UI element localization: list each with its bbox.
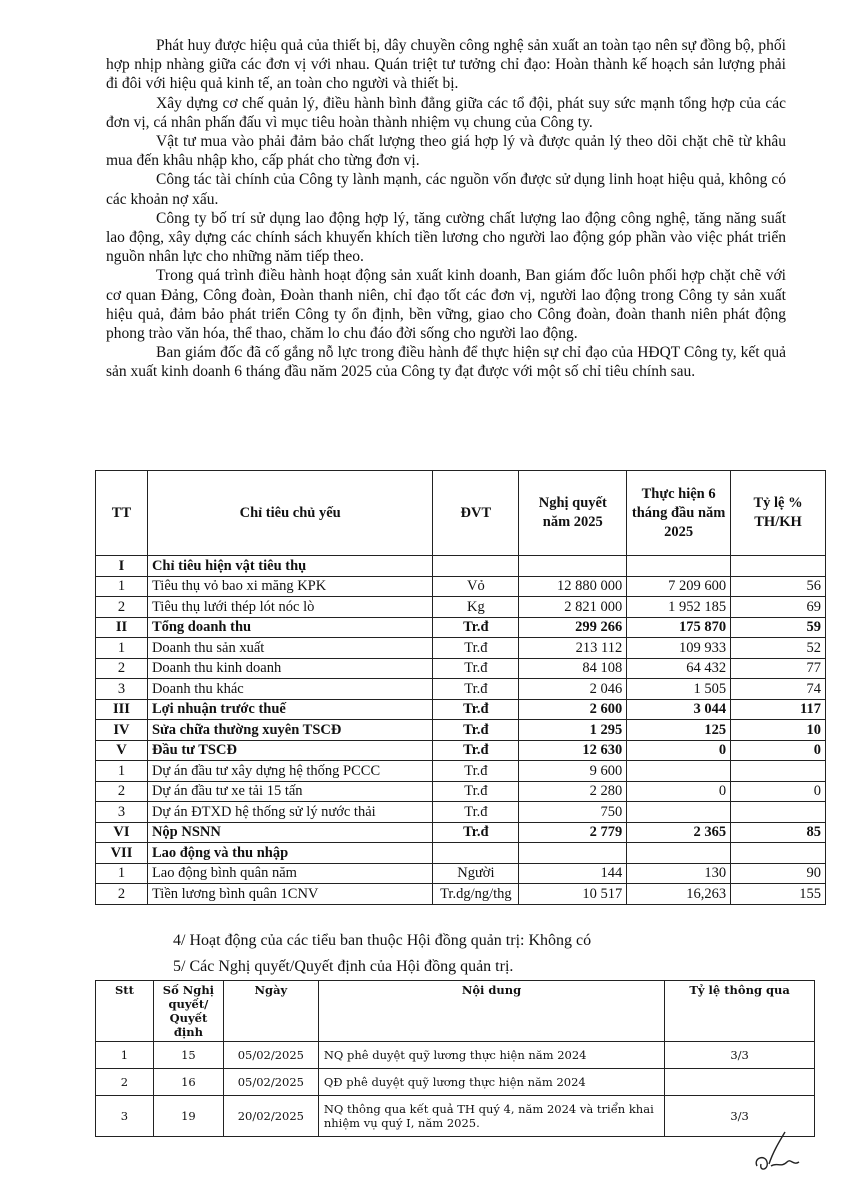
- table-row: [96, 884, 826, 905]
- row-actual: 3 044: [627, 699, 731, 720]
- col-header-approval: Tỷ lệ thông qua: [665, 981, 815, 1042]
- row-indicator: Doanh thu kinh doanh: [147, 658, 432, 679]
- row-tt: 1: [96, 638, 148, 659]
- row-unit: Tr.đ: [433, 720, 519, 741]
- row-unit: Tr.đ: [433, 822, 519, 843]
- row-tt: IV: [96, 720, 148, 741]
- row-actual: 0: [627, 781, 731, 802]
- table-row: [96, 802, 826, 823]
- row-tt: 2: [96, 884, 148, 905]
- row-number: 16: [153, 1069, 223, 1096]
- table-row: [96, 699, 826, 720]
- table-row: [96, 740, 826, 761]
- row-ratio: 59: [731, 617, 826, 638]
- row-content: NQ phê duyệt quỹ lương thực hiện năm 2024: [318, 1042, 664, 1069]
- row-indicator: Tiền lương bình quân 1CNV: [147, 884, 432, 905]
- paragraph: Trong quá trình điều hành hoạt động sản xuất kinh doanh, Ban giám đốc luôn phối hợp chặt chẽ với cơ quan Đảng, Công đoàn, Đoàn thanh niên, chỉ đạo tốt các đơn vị, người lao động trong Công ty sản xuất hiệu quả, đảm bảo phát triển Công ty ổn định, bền vững, giao cho Công đoàn, đoàn thanh niên phát động phong trào văn hóa, thể thao, chăm lo chu đáo đời sống cho người lao động.: [106, 267, 786, 343]
- row-indicator: Lao động bình quân năm: [147, 863, 432, 884]
- results-table-body: [96, 556, 826, 905]
- paragraph: Ban giám đốc đã cố gắng nỗ lực trong điều hành để thực hiện sự chỉ đạo của HĐQT Công ty, kết quả sản xuất kinh doanh 6 tháng đầu năm 2025 của Công ty đạt được với một số chỉ tiêu chính sau.: [106, 344, 786, 381]
- row-unit: Kg: [433, 597, 519, 618]
- row-actual: 1 505: [627, 679, 731, 700]
- table-row: [96, 843, 826, 864]
- col-header-tt: TT: [96, 471, 148, 556]
- results-table: [95, 470, 826, 905]
- table-row: [96, 720, 826, 741]
- row-date: 05/02/2025: [223, 1042, 318, 1069]
- col-header-plan: Nghị quyết năm 2025: [519, 471, 627, 556]
- row-actual: [627, 843, 731, 864]
- row-indicator: Lao động và thu nhập: [147, 843, 432, 864]
- row-tt: 3: [96, 802, 148, 823]
- row-plan: 2 779: [519, 822, 627, 843]
- paragraph: Vật tư mua vào phải đảm bảo chất lượng theo giá hợp lý và được quản lý theo dõi chặt chẽ từ khâu mua đến khâu nhập kho, cấp phát cho từng đơn vị.: [106, 133, 786, 170]
- table-row: [96, 597, 826, 618]
- row-plan: 84 108: [519, 658, 627, 679]
- table-row: [96, 781, 826, 802]
- col-header-unit: ĐVT: [433, 471, 519, 556]
- row-tt: VI: [96, 822, 148, 843]
- row-plan: [519, 843, 627, 864]
- row-ratio: 155: [731, 884, 826, 905]
- row-indicator: Doanh thu khác: [147, 679, 432, 700]
- row-ratio: 74: [731, 679, 826, 700]
- row-actual: 16,263: [627, 884, 731, 905]
- row-indicator: Chỉ tiêu hiện vật tiêu thụ: [147, 556, 432, 577]
- row-plan: 9 600: [519, 761, 627, 782]
- row-unit: Tr.đ: [433, 679, 519, 700]
- row-content: QĐ phê duyệt quỹ lương thực hiện năm 2024: [318, 1069, 664, 1096]
- row-tt: 1: [96, 863, 148, 884]
- row-ratio: 69: [731, 597, 826, 618]
- row-indicator: Sửa chữa thường xuyên TSCĐ: [147, 720, 432, 741]
- row-tt: II: [96, 617, 148, 638]
- row-actual: 130: [627, 863, 731, 884]
- row-plan: 2 046: [519, 679, 627, 700]
- col-header-indicator: Chỉ tiêu chủ yếu: [147, 471, 432, 556]
- row-ratio: 85: [731, 822, 826, 843]
- row-indicator: Dự án đầu tư xe tải 15 tấn: [147, 781, 432, 802]
- row-plan: 12 630: [519, 740, 627, 761]
- row-approval: 3/3: [665, 1096, 815, 1137]
- table-row: [96, 679, 826, 700]
- row-plan: 10 517: [519, 884, 627, 905]
- row-actual: 7 209 600: [627, 576, 731, 597]
- row-approval: [665, 1069, 815, 1096]
- row-unit: Tr.đ: [433, 740, 519, 761]
- row-unit: [433, 843, 519, 864]
- col-header-ratio: Tỷ lệ % TH/KH: [731, 471, 826, 556]
- row-ratio: 56: [731, 576, 826, 597]
- row-tt: 2: [96, 658, 148, 679]
- table-row: [96, 761, 826, 782]
- row-content: NQ thông qua kết quả TH quý 4, năm 2024 và triển khai nhiệm vụ quý I, năm 2025.: [318, 1096, 664, 1137]
- row-indicator: Tổng doanh thu: [147, 617, 432, 638]
- row-unit: Tr.đ: [433, 781, 519, 802]
- row-ratio: 90: [731, 863, 826, 884]
- row-plan: 2 280: [519, 781, 627, 802]
- table-row: [96, 556, 826, 577]
- row-indicator: Tiêu thụ vỏ bao xi măng KPK: [147, 576, 432, 597]
- row-indicator: Đầu tư TSCĐ: [147, 740, 432, 761]
- table-row: [96, 1069, 815, 1096]
- col-header-actual: Thực hiện 6 tháng đầu năm 2025: [627, 471, 731, 556]
- row-plan: 2 821 000: [519, 597, 627, 618]
- row-tt: 2: [96, 781, 148, 802]
- row-unit: Tr.đ: [433, 761, 519, 782]
- section-4-heading: 4/ Hoạt động của các tiểu ban thuộc Hội đồng quản trị: Không có: [173, 932, 592, 949]
- row-ratio: [731, 843, 826, 864]
- row-actual: 175 870: [627, 617, 731, 638]
- row-ratio: [731, 802, 826, 823]
- row-unit: Tr.đ: [433, 802, 519, 823]
- row-actual: 0: [627, 740, 731, 761]
- row-plan: 1 295: [519, 720, 627, 741]
- row-ratio: 52: [731, 638, 826, 659]
- row-indicator: Dự án đầu tư xây dựng hệ thống PCCC: [147, 761, 432, 782]
- row-plan: 750: [519, 802, 627, 823]
- row-tt: V: [96, 740, 148, 761]
- row-actual: [627, 556, 731, 577]
- row-indicator: Nộp NSNN: [147, 822, 432, 843]
- row-plan: 213 112: [519, 638, 627, 659]
- col-header-date: Ngày: [223, 981, 318, 1042]
- row-unit: Tr.đ: [433, 638, 519, 659]
- row-plan: 12 880 000: [519, 576, 627, 597]
- row-stt: 1: [96, 1042, 154, 1069]
- row-plan: [519, 556, 627, 577]
- row-tt: I: [96, 556, 148, 577]
- table-row: [96, 658, 826, 679]
- row-tt: 3: [96, 679, 148, 700]
- row-unit: Tr.dg/ng/thg: [433, 884, 519, 905]
- row-unit: Tr.đ: [433, 699, 519, 720]
- table-row: [96, 576, 826, 597]
- col-header-content: Nội dung: [318, 981, 664, 1042]
- paragraph: Công ty bố trí sử dụng lao động hợp lý, tăng cường chất lượng lao động công nghệ, tăng năng suất lao động, xây dựng các chính sách khuyến khích tiền lương cho người lao động góp phần vào việc phát triển nguồn nhân lực cho những năm tiếp theo.: [106, 209, 786, 266]
- col-header-number: Số Nghị quyết/ Quyết định: [153, 981, 223, 1042]
- row-ratio: 77: [731, 658, 826, 679]
- row-tt: 1: [96, 761, 148, 782]
- row-plan: 144: [519, 863, 627, 884]
- row-actual: 1 952 185: [627, 597, 731, 618]
- paragraph: Xây dựng cơ chế quản lý, điều hành bình đẳng giữa các tổ đội, phát suy sức mạnh tổng hợp của các đơn vị, cá nhân phấn đấu vì mục tiêu hoàn thành nhiệm vụ chung của Công ty.: [106, 94, 786, 131]
- table-row: [96, 1096, 815, 1137]
- row-date: 05/02/2025: [223, 1069, 318, 1096]
- section-5-heading: 5/ Các Nghị quyết/Quyết định của Hội đồng quản trị.: [173, 958, 514, 975]
- row-unit: [433, 556, 519, 577]
- row-indicator: Lợi nhuận trước thuế: [147, 699, 432, 720]
- row-stt: 2: [96, 1069, 154, 1096]
- row-plan: 299 266: [519, 617, 627, 638]
- paragraph: Công tác tài chính của Công ty lành mạnh, các nguồn vốn được sử dụng linh hoạt hiệu quả, không có các khoản nợ xấu.: [106, 171, 786, 208]
- row-number: 19: [153, 1096, 223, 1137]
- row-indicator: Doanh thu sản xuất: [147, 638, 432, 659]
- row-actual: 64 432: [627, 658, 731, 679]
- row-unit: Người: [433, 863, 519, 884]
- row-date: 20/02/2025: [223, 1096, 318, 1137]
- signature-initials: [749, 1122, 811, 1182]
- row-actual: 109 933: [627, 638, 731, 659]
- row-tt: 2: [96, 597, 148, 618]
- table-row: [96, 863, 826, 884]
- row-actual: 125: [627, 720, 731, 741]
- row-indicator: Tiêu thụ lưới thép lót nóc lò: [147, 597, 432, 618]
- row-ratio: 117: [731, 699, 826, 720]
- row-number: 15: [153, 1042, 223, 1069]
- row-tt: 1: [96, 576, 148, 597]
- row-tt: III: [96, 699, 148, 720]
- row-unit: Vỏ: [433, 576, 519, 597]
- body-text: [106, 36, 786, 382]
- table-header-row: [96, 981, 815, 1042]
- row-unit: Tr.đ: [433, 617, 519, 638]
- row-approval: 3/3: [665, 1042, 815, 1069]
- row-ratio: 0: [731, 781, 826, 802]
- row-ratio: [731, 556, 826, 577]
- table-row: [96, 638, 826, 659]
- row-plan: 2 600: [519, 699, 627, 720]
- row-actual: [627, 802, 731, 823]
- col-header-stt: Stt: [96, 981, 154, 1042]
- row-stt: 3: [96, 1096, 154, 1137]
- row-unit: Tr.đ: [433, 658, 519, 679]
- row-ratio: 0: [731, 740, 826, 761]
- row-actual: [627, 761, 731, 782]
- row-indicator: Dự án ĐTXD hệ thống sử lý nước thải: [147, 802, 432, 823]
- resolutions-table: [95, 980, 815, 1137]
- table-header-row: [96, 471, 826, 556]
- table-row: [96, 617, 826, 638]
- table-row: [96, 1042, 815, 1069]
- resolutions-table-body: [96, 1042, 815, 1137]
- row-ratio: [731, 761, 826, 782]
- paragraph: Phát huy được hiệu quả của thiết bị, dây chuyền công nghệ sản xuất an toàn tạo nên sự đồng bộ, phối hợp nhịp nhàng giữa các đơn vị với nhau. Quán triệt tư tưởng chỉ đạo: Hoàn thành kế hoạch sản lượng phải đi đôi với hiệu quả kinh tế, an toàn cho người và thiết bị.: [106, 37, 786, 93]
- row-actual: 2 365: [627, 822, 731, 843]
- row-tt: VII: [96, 843, 148, 864]
- table-row: [96, 822, 826, 843]
- row-ratio: 10: [731, 720, 826, 741]
